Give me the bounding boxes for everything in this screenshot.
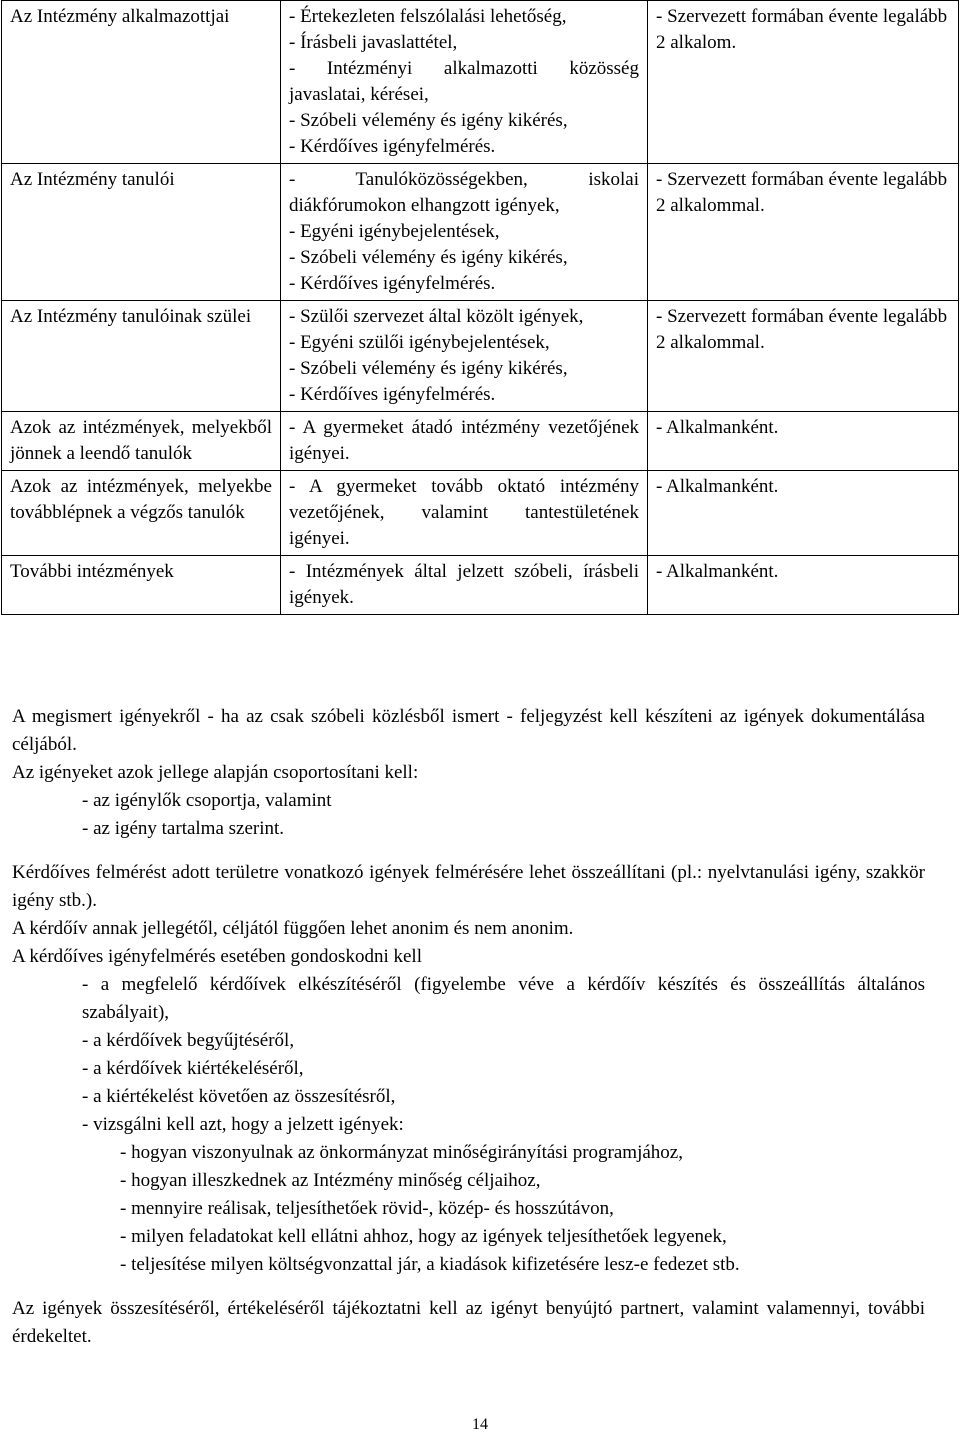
- body-text: [12, 703, 925, 1351]
- channels-cell: [281, 164, 648, 301]
- sub-list-item: - hogyan viszonyulnak az önkormányzat minőségirányítási programjához,: [120, 1142, 683, 1163]
- sub-list-item: - teljesítése milyen költségvonzattal jár, a kiadások kifizetésére lesz-e fedezet stb.: [120, 1254, 740, 1275]
- channel-item: - Intézményi alkalmazotti közösség javaslatai, kérései,: [289, 58, 639, 105]
- table-row: [2, 412, 959, 471]
- channel-item: - Tanulóközösségekben, iskolai diákfórumokon elhangzott igények,: [289, 169, 639, 216]
- table-row: [2, 301, 959, 412]
- partner-cell: Az Intézmény tanulói: [2, 164, 281, 301]
- channel-item: - Intézmények által jelzett szóbeli, írásbeli igények.: [289, 561, 639, 608]
- channel-item: - Szülői szervezet által közölt igények,: [289, 306, 584, 327]
- frequency-cell: - Szervezett formában évente legalább 2 alkalommal.: [648, 301, 959, 412]
- partner-needs-table: [1, 0, 959, 615]
- channels-cell: [281, 471, 648, 556]
- frequency-cell: - Szervezett formában évente legalább 2 alkalom.: [648, 1, 959, 164]
- frequency-cell: - Alkalmanként.: [648, 412, 959, 471]
- channel-item: - A gyermeket átadó intézmény vezetőjének igényei.: [289, 417, 639, 464]
- channel-item: - Írásbeli javaslattétel,: [289, 32, 458, 53]
- table-row: [2, 471, 959, 556]
- paragraph: A kérdőív annak jellegétől, céljától függően lehet anonim és nem anonim.: [12, 918, 574, 939]
- channel-item: - Szóbeli vélemény és igény kikérés,: [289, 358, 568, 379]
- channels-cell: [281, 556, 648, 615]
- table-row: [2, 556, 959, 615]
- channels-cell: [281, 412, 648, 471]
- page-number: 14: [472, 1416, 488, 1433]
- channel-item: - Egyéni igénybejelentések,: [289, 221, 500, 242]
- list-item: - az igény tartalma szerint.: [82, 818, 285, 839]
- partner-cell: További intézmények: [2, 556, 281, 615]
- list-item: - a megfelelő kérdőívek elkészítéséről (figyelembe véve a kérdőív készítés és összeállítás általános szabályait),: [82, 974, 925, 1023]
- partner-cell: Azok az intézmények, melyekből jönnek a leendő tanulók: [2, 412, 281, 471]
- frequency-cell: - Szervezett formában évente legalább 2 alkalommal.: [648, 164, 959, 301]
- partner-cell: Azok az intézmények, melyekbe továbblépnek a végzős tanulók: [2, 471, 281, 556]
- channels-cell: [281, 301, 648, 412]
- list-item: - a kérdőívek kiértékeléséről,: [82, 1058, 304, 1079]
- paragraph: A kérdőíves igényfelmérés esetében gondoskodni kell: [12, 946, 422, 967]
- channels-cell: [281, 1, 648, 164]
- paragraph: A megismert igényekről - ha az csak szóbeli közlésből ismert - feljegyzést kell készíteni az igények dokumentálása céljából.: [12, 706, 925, 755]
- channel-item: - Kérdőíves igényfelmérés.: [289, 136, 496, 157]
- paragraph: Az igényeket azok jellege alapján csoportosítani kell:: [12, 762, 419, 783]
- table-row: [2, 164, 959, 301]
- channel-item: - Szóbeli vélemény és igény kikérés,: [289, 110, 568, 131]
- channel-item: - Szóbeli vélemény és igény kikérés,: [289, 247, 568, 268]
- sub-list-item: - mennyire reálisak, teljesíthetőek rövid-, közép- és hosszútávon,: [120, 1198, 614, 1219]
- paragraph: Kérdőíves felmérést adott területre vonatkozó igények felmérésére lehet összeállítani (pl.: nyelvtanulási igény, szakkör igény stb.).: [12, 862, 925, 911]
- frequency-cell: - Alkalmanként.: [648, 556, 959, 615]
- channel-item: - Egyéni szülői igénybejelentések,: [289, 332, 550, 353]
- channel-item: - Kérdőíves igényfelmérés.: [289, 273, 496, 294]
- sub-list-item: - milyen feladatokat kell ellátni ahhoz, hogy az igények teljesíthetőek legyenek,: [120, 1226, 727, 1247]
- sub-list-item: - hogyan illeszkednek az Intézmény minőség céljaihoz,: [120, 1170, 541, 1191]
- channel-item: - Értekezleten felszólalási lehetőség,: [289, 6, 567, 27]
- partner-cell: Az Intézmény alkalmazottjai: [2, 1, 281, 164]
- partner-cell: Az Intézmény tanulóinak szülei: [2, 301, 281, 412]
- channel-item: - Kérdőíves igényfelmérés.: [289, 384, 496, 405]
- list-item: - vizsgálni kell azt, hogy a jelzett igények:: [82, 1114, 404, 1135]
- list-item: - a kiértékelést követően az összesítésről,: [82, 1086, 396, 1107]
- paragraph: Az igények összesítéséről, értékeléséről tájékoztatni kell az igényt benyújtó partnert, valamint valamennyi, további érdekeltet.: [12, 1298, 925, 1347]
- frequency-cell: - Alkalmanként.: [648, 471, 959, 556]
- list-item: - a kérdőívek begyűjtéséről,: [82, 1030, 295, 1051]
- table-row: [2, 1, 959, 164]
- list-item: - az igénylők csoportja, valamint: [82, 790, 332, 811]
- channel-item: - A gyermeket tovább oktató intézmény vezetőjének, valamint tantestületének igényei.: [289, 476, 639, 549]
